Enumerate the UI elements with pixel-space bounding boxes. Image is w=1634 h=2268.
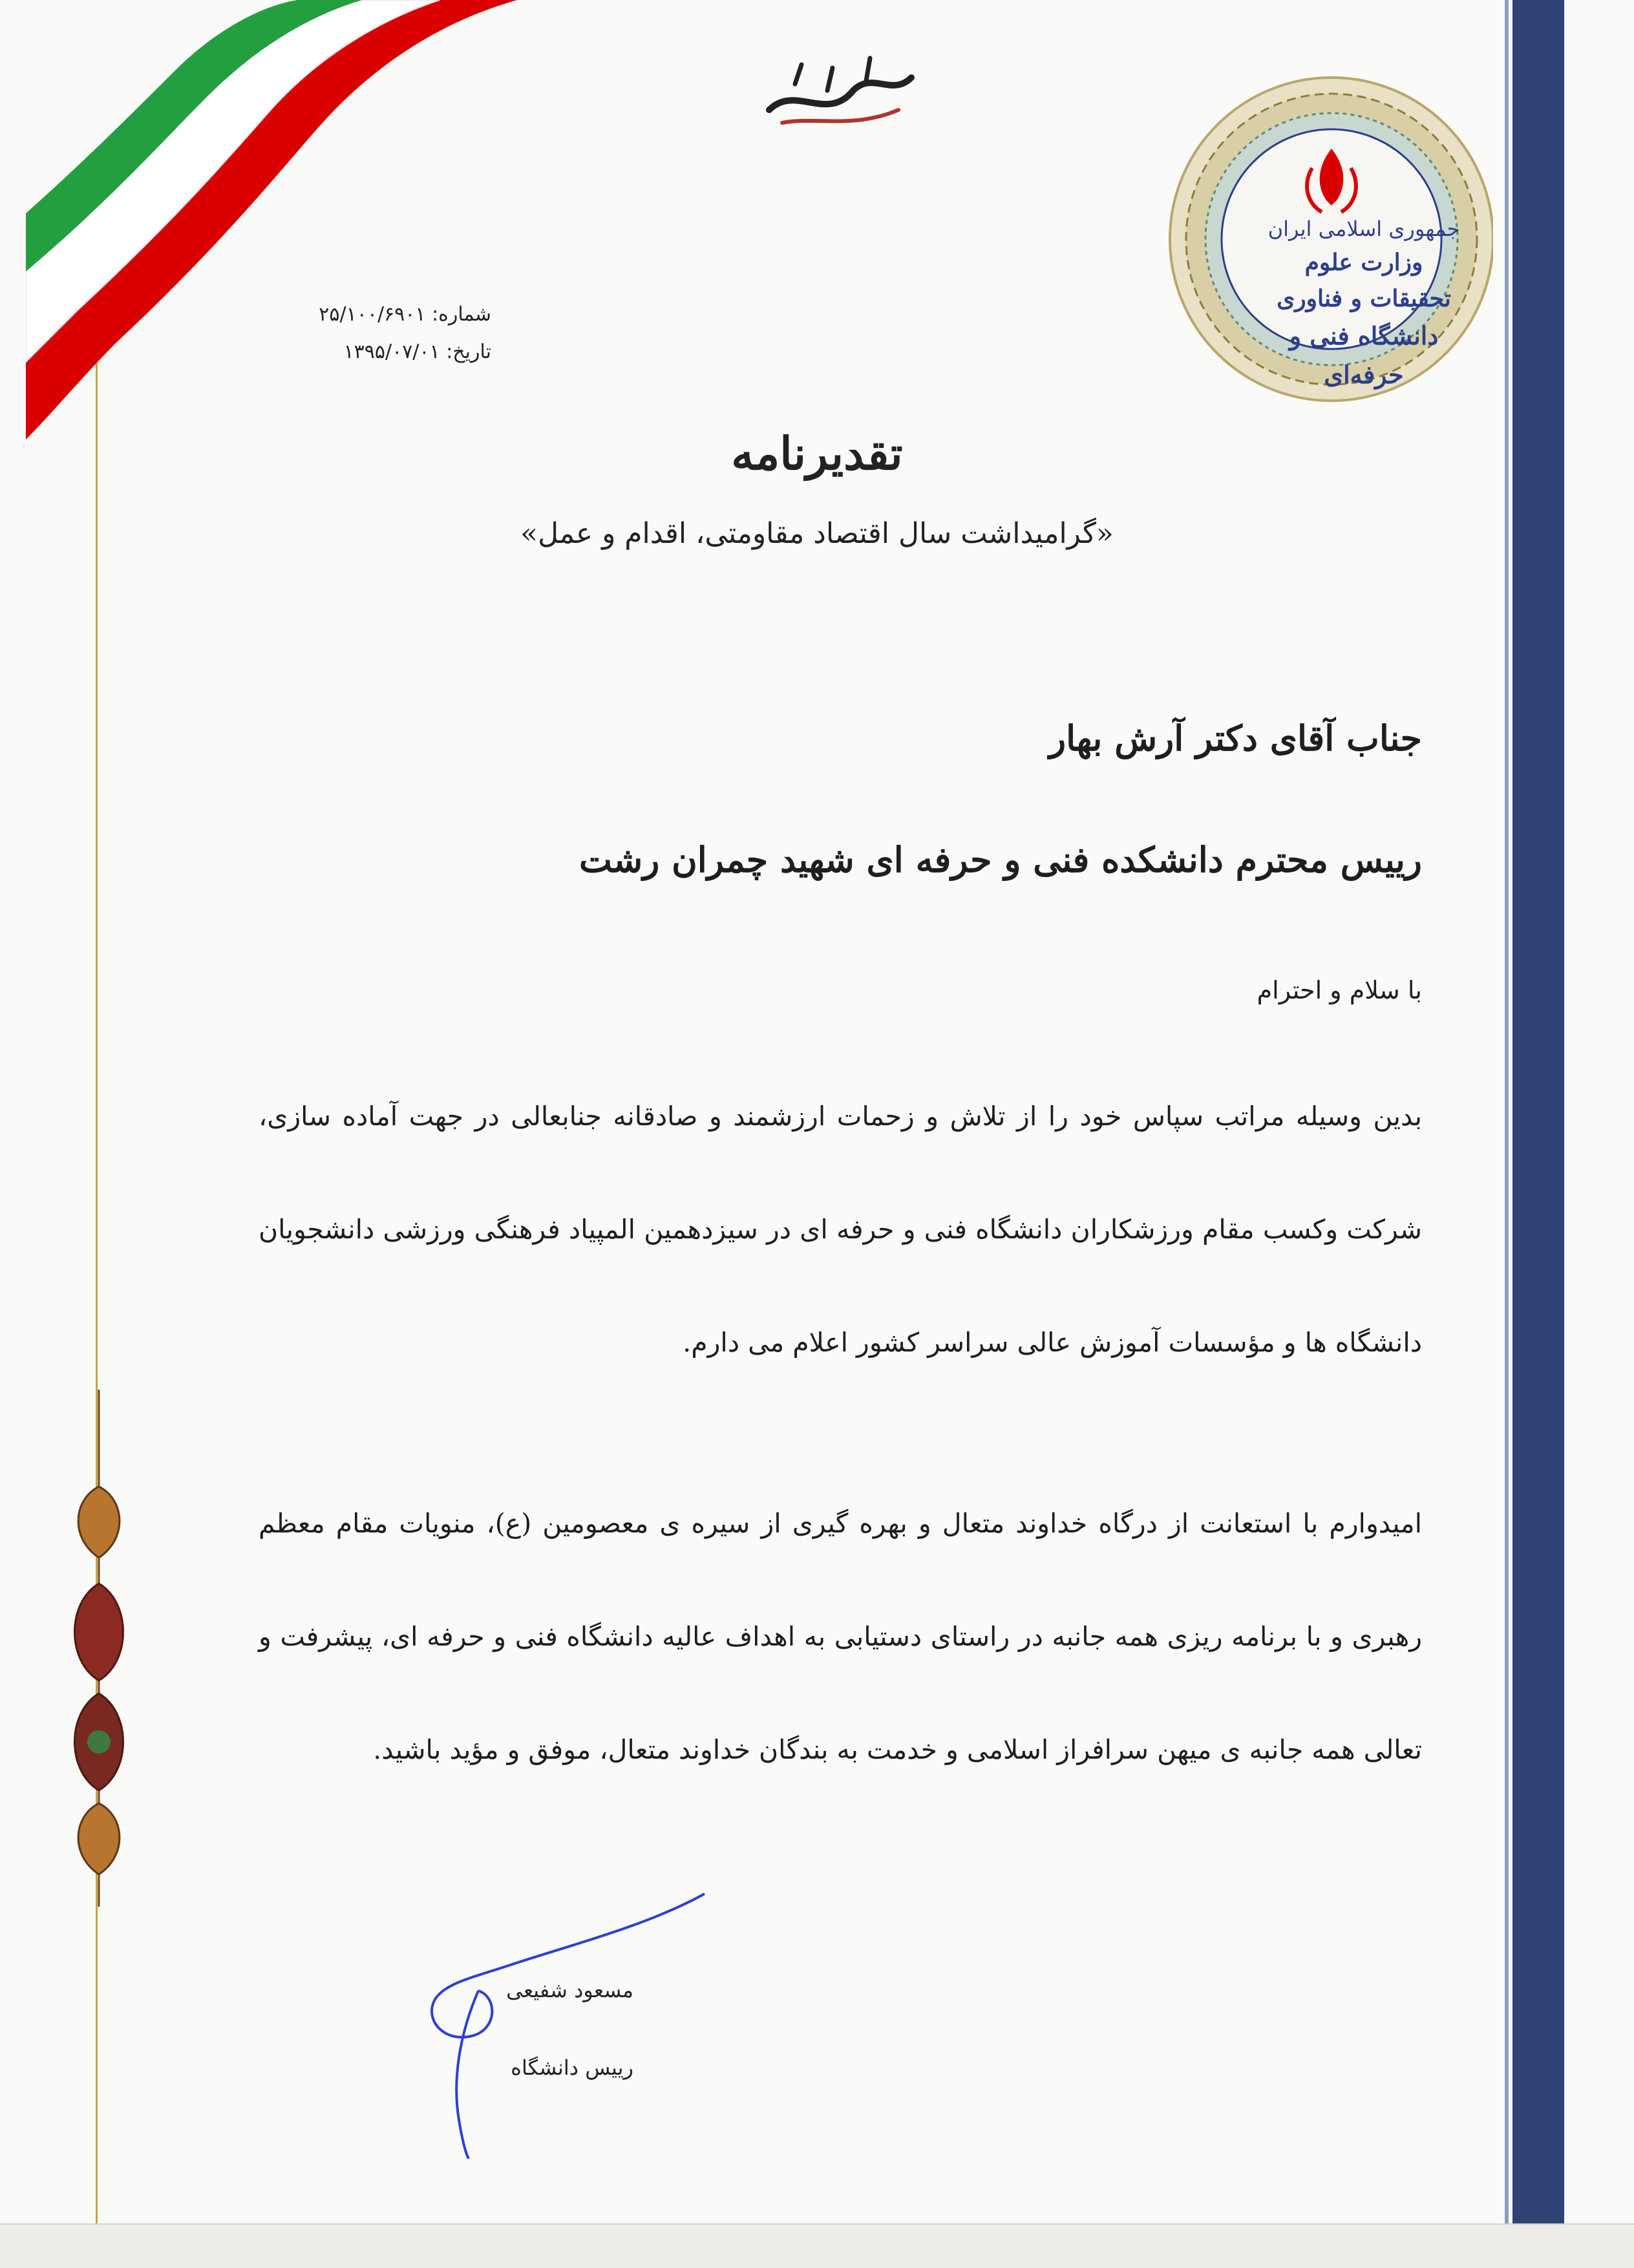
document-subtitle: «گرامیداشت سال اقتصاد مقاومتی، اقدام و عمل» [520, 517, 1114, 550]
date-label: تاریخ: [446, 341, 491, 363]
bottom-scan-band [0, 2223, 1634, 2268]
right-frame-edge [1505, 0, 1509, 2223]
left-ornament [63, 1390, 134, 1907]
signature-scribble [401, 1887, 737, 2159]
body-paragraph-1: بدین وسیله مراتب سپاس خود را از تلاش و زحمات ارزشمند و صادقانه جنابعالی در جهت آماده سازی، شرکت وکسب مقام ورزشکاران دانشگاه فنی و حرفه ای در سیزدهمین المپیاد فرهنگی ورزشی دانشجویان دانشگاه ها و مؤسسات آموزش عالی سراسر کشور اعلام می دارم. [259, 1101, 1422, 1358]
recipient-name: جناب آقای دکتر آرش بهار [1049, 717, 1422, 759]
recipient-position: رییس محترم دانشکده فنی و حرفه ای شهید چمران رشت [578, 839, 1422, 880]
number-label: شماره: [432, 303, 491, 326]
body-paragraph-2: امیدوارم با استعانت از درگاه خداوند متعال و بهره گیری از سیره ی معصومین (ع)، منویات مقام معظم رهبری و با برنامه ریزی همه جانبه در راستای دستیابی به اهداف عالیه دانشگاه فنی و حرفه ای، پیشرفت و تعالی همه جانبه ی میهن سرافراز اسلامی و خدمت به بندگان خداوند متعال، موفق و مؤید باشید. [259, 1508, 1422, 1765]
letter-number-row [246, 296, 491, 334]
emblem-line-3: دانشگاه فنی و حرفه‌ای [1289, 321, 1439, 389]
left-gold-rule [96, 362, 98, 2236]
right-blue-frame [1512, 0, 1564, 2223]
signatory-name: مسعود شفیعی [506, 1978, 633, 2002]
emblem-text-block [1267, 213, 1461, 394]
emblem-line-2: وزارت علوم تحقیقات و فناوری [1277, 249, 1451, 312]
number-value: ۲۵/۱۰۰/۶۹۰۱ [319, 303, 426, 326]
date-value: ۱۳۹۵/۰۷/۰۱ [343, 341, 440, 363]
iran-flag-ribbon [26, 0, 517, 440]
letter-date-row [246, 334, 491, 371]
document-title: تقدیرنامه [731, 427, 903, 480]
emblem-line-1: جمهوری اسلامی ایران [1268, 217, 1460, 241]
letter-meta [246, 296, 491, 371]
basmala-calligraphy [756, 45, 924, 142]
signatory-title: رییس دانشگاه [511, 2055, 633, 2080]
greeting: با سلام و احترام [1257, 976, 1422, 1004]
